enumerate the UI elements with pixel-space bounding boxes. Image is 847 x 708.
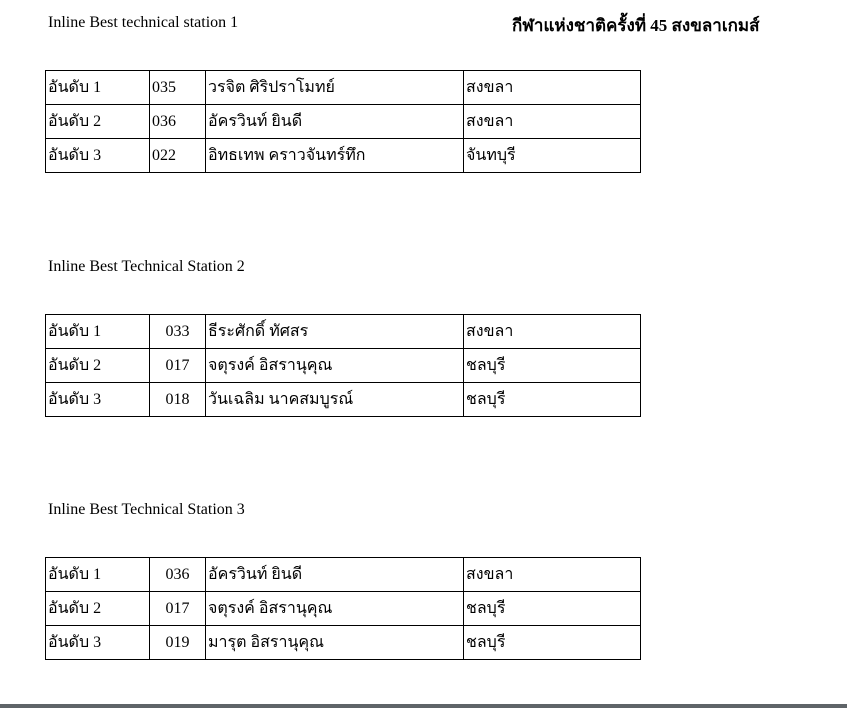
results-table-station-1 [45,70,641,173]
name-cell: มารุต อิสรานุคุณ [206,626,464,660]
number-cell: 019 [150,626,206,660]
number-cell: 018 [150,383,206,417]
rank-cell: อันดับ 2 [46,349,150,383]
province-cell: สงขลา [464,558,641,592]
name-cell: ธีระศักดิ์ ทัศสร [206,315,464,349]
number-cell: 036 [150,558,206,592]
results-table-station-2 [45,314,641,417]
province-cell: ชลบุรี [464,626,641,660]
name-cell: อัครวินท์ ยินดี [206,558,464,592]
rank-cell: อันดับ 1 [46,558,150,592]
rank-cell: อันดับ 3 [46,626,150,660]
province-cell: สงขลา [464,315,641,349]
document-title: กีฬาแห่งชาติครั้งที่ 45 สงขลาเกมส์ [512,16,760,35]
province-cell: สงขลา [464,71,641,105]
table-row [46,383,641,417]
table-row [46,558,641,592]
name-cell: วรจิต ศิริปราโมทย์ [206,71,464,105]
number-cell: 022 [150,139,206,173]
rank-cell: อันดับ 3 [46,383,150,417]
name-cell: อิทธเทพ คราวจันทร์ทึก [206,139,464,173]
window-bottom-edge [0,704,847,708]
rank-cell: อันดับ 1 [46,71,150,105]
table-row [46,105,641,139]
table-row [46,315,641,349]
rank-cell: อันดับ 1 [46,315,150,349]
name-cell: วันเฉลิม นาคสมบูรณ์ [206,383,464,417]
number-cell: 017 [150,349,206,383]
table-row [46,139,641,173]
province-cell: ชลบุรี [464,383,641,417]
table-row [46,626,641,660]
table-row [46,349,641,383]
results-table-station-3 [45,557,641,660]
province-cell: ชลบุรี [464,592,641,626]
number-cell: 036 [150,105,206,139]
name-cell: จตุรงค์ อิสรานุคุณ [206,592,464,626]
number-cell: 017 [150,592,206,626]
number-cell: 035 [150,71,206,105]
number-cell: 033 [150,315,206,349]
name-cell: อัครวินท์ ยินดี [206,105,464,139]
rank-cell: อันดับ 2 [46,105,150,139]
table-row [46,592,641,626]
section-title-station-2: Inline Best Technical Station 2 [48,258,245,275]
province-cell: ชลบุรี [464,349,641,383]
rank-cell: อันดับ 3 [46,139,150,173]
table-row [46,71,641,105]
rank-cell: อันดับ 2 [46,592,150,626]
section-title-station-3: Inline Best Technical Station 3 [48,501,245,518]
section-title-station-1: Inline Best technical station 1 [48,14,239,31]
name-cell: จตุรงค์ อิสรานุคุณ [206,349,464,383]
province-cell: สงขลา [464,105,641,139]
province-cell: จันทบุรี [464,139,641,173]
